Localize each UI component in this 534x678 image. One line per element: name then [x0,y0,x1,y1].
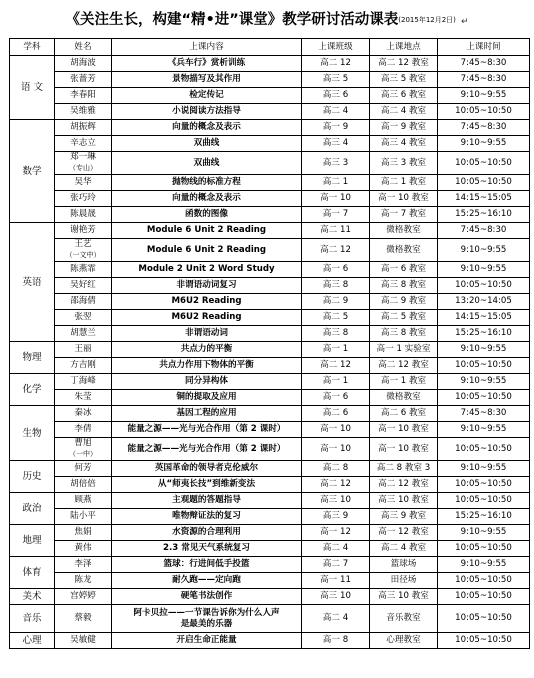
place-cell: 微格教室 [370,390,438,406]
place-cell: 高三 8 教室 [370,278,438,294]
subject-cell: 语 文 [10,56,55,120]
teacher-name-cell [55,525,112,541]
time-cell: 9:10~9:55 [438,557,530,573]
header-place: 上课地点 [370,39,438,56]
time-cell: 9:10~9:55 [438,525,530,541]
table-row [10,104,530,120]
time-cell: 10:05~10:50 [438,175,530,191]
teacher-name: 蔡毅 [74,613,92,623]
lesson-content-cell: 英国革命的领导者克伦威尔 [112,461,302,477]
subject-cell: 心理 [10,633,55,649]
subject-cell: 物理 [10,342,55,374]
lesson-content-cell: 同分异构体 [112,374,302,390]
teacher-name-cell [55,207,112,223]
teacher-name: 张蔷芳 [70,74,96,84]
teacher-name: 陆小平 [70,511,96,521]
teacher-name: 曹旭 [74,438,92,448]
teacher-name: 何芳 [74,463,92,473]
place-cell: 高二 1 教室 [370,175,438,191]
time-cell: 10:05~10:50 [438,605,530,633]
place-cell: 高一 6 教室 [370,262,438,278]
table-row [10,278,530,294]
teacher-name: 陈龙 [74,575,92,585]
place-cell: 高三 9 教室 [370,509,438,525]
teacher-name-cell [55,633,112,649]
teacher-name-cell [55,541,112,557]
class-cell: 高二 12 [302,358,370,374]
teacher-name: 宫婷婷 [70,591,96,601]
subject-cell: 英语 [10,223,55,342]
teacher-name-cell [55,557,112,573]
class-cell: 高二 12 [302,477,370,493]
teacher-name: 吴敏健 [70,635,96,645]
place-cell: 高二 12 教室 [370,358,438,374]
teacher-name-cell [55,573,112,589]
time-cell: 10:05~10:50 [438,390,530,406]
teacher-name-cell [55,374,112,390]
table-row [10,525,530,541]
teacher-name-cell [55,390,112,406]
teacher-name: 王艺 [74,239,92,249]
lesson-content-cell: 共点力作用下物体的平衡 [112,358,302,374]
class-cell: 高二 11 [302,223,370,239]
table-row [10,573,530,589]
teacher-name-cell [55,358,112,374]
class-cell: 高三 4 [302,136,370,152]
subject-cell: 地理 [10,525,55,557]
teacher-name: 张巧玲 [70,193,96,203]
lesson-content-cell: 非谓语动词 [112,326,302,342]
place-cell: 高三 8 教室 [370,326,438,342]
class-cell: 高二 12 [302,239,370,262]
class-cell: 高一 10 [302,191,370,207]
table-row [10,120,530,136]
teacher-name: 胡振辉 [70,122,96,132]
lesson-content-cell: 双曲线 [112,136,302,152]
place-cell: 高二 6 教室 [370,406,438,422]
title-text: 《关注生长，构建“精•进”课堂》教学研讨活动课表 [65,12,399,28]
table-row [10,136,530,152]
teacher-name-cell [55,278,112,294]
subject-cell: 体育 [10,557,55,589]
table-row [10,541,530,557]
teacher-name-cell [55,262,112,278]
time-cell: 15:25~16:10 [438,207,530,223]
time-cell: 10:05~10:50 [438,278,530,294]
table-row [10,374,530,390]
teacher-name-cell [55,509,112,525]
teacher-name: 吴维雅 [70,106,96,116]
lesson-content-cell: 铜的提取及应用 [112,390,302,406]
lesson-content-cell: 开启生命正能量 [112,633,302,649]
paragraph-mark-icon: ↵ [460,17,469,27]
teacher-name-cell [55,493,112,509]
table-row [10,477,530,493]
time-cell: 9:10~9:55 [438,262,530,278]
teacher-name: 胡慧兰 [70,328,96,338]
table-row [10,223,530,239]
class-cell: 高三 9 [302,509,370,525]
lesson-content-cell: 2.3 常见天气系统复习 [112,541,302,557]
teacher-name: 邵海倩 [70,296,96,306]
class-cell: 高二 4 [302,541,370,557]
teacher-name: 顾燕 [74,495,92,505]
class-cell: 高一 7 [302,207,370,223]
teacher-name: 郑一琳 [70,152,96,162]
table-row [10,493,530,509]
teacher-name: 陈燕霏 [70,264,96,274]
subject-cell: 生物 [10,406,55,461]
table-row [10,326,530,342]
lesson-content-cell: Module 6 Unit 2 Reading [112,239,302,262]
table-row [10,88,530,104]
teacher-name: 焦娟 [74,527,92,537]
lesson-content-cell: 抛物线的标准方程 [112,175,302,191]
class-cell: 高二 12 [302,56,370,72]
time-cell: 10:05~10:50 [438,573,530,589]
teacher-name-cell [55,461,112,477]
class-cell: 高一 1 [302,374,370,390]
place-cell: 高二 4 教室 [370,541,438,557]
class-cell: 高三 10 [302,493,370,509]
lesson-content-cell: 能量之源——光与光合作用（第 2 课时） [112,438,302,461]
time-cell: 7:45~8:30 [438,56,530,72]
lesson-content-cell [112,605,302,633]
table-row [10,207,530,223]
place-cell: 心理教室 [370,633,438,649]
class-cell: 高三 5 [302,72,370,88]
time-cell: 14:15~15:05 [438,310,530,326]
class-cell: 高一 9 [302,120,370,136]
table-row [10,56,530,72]
time-cell: 9:10~9:55 [438,136,530,152]
class-cell: 高二 5 [302,310,370,326]
class-cell: 高二 8 [302,461,370,477]
class-cell: 高一 6 [302,390,370,406]
teacher-name-cell [55,136,112,152]
table-row [10,589,530,605]
teacher-name: 李春阳 [70,90,96,100]
place-cell: 高二 8 教室 3 [370,461,438,477]
teacher-name: 吴华 [74,177,92,187]
teacher-name: 黄伟 [74,543,92,553]
place-cell: 高三 10 教室 [370,589,438,605]
lesson-content-cell: 能量之源——光与光合作用（第 2 课时） [112,422,302,438]
lesson-content-cell: 从“师夷长技”到维新变法 [112,477,302,493]
header-class: 上课班级 [302,39,370,56]
lesson-content-cell: 耐久跑——定向跑 [112,573,302,589]
lesson-content-cell: Module 6 Unit 2 Reading [112,223,302,239]
table-row [10,422,530,438]
table-row [10,438,530,461]
class-cell: 高三 3 [302,152,370,175]
teacher-name-cell [55,477,112,493]
place-cell: 高一 10 教室 [370,191,438,207]
teacher-name-cell [55,310,112,326]
time-cell: 7:45~8:30 [438,406,530,422]
teacher-school: （专山） [69,164,97,172]
schedule-table [9,38,530,649]
teacher-name-cell [55,294,112,310]
place-cell: 高一 1 教室 [370,374,438,390]
class-cell: 高二 4 [302,104,370,120]
table-row [10,461,530,477]
table-row [10,152,530,175]
time-cell: 13:20~14:05 [438,294,530,310]
teacher-name: 谢艳芳 [70,225,96,235]
place-cell: 篮球场 [370,557,438,573]
table-row [10,557,530,573]
header-row [10,39,530,56]
place-cell: 高三 10 教室 [370,493,438,509]
time-cell: 10:05~10:50 [438,438,530,461]
teacher-name: 吴好红 [70,280,96,290]
class-cell: 高一 8 [302,633,370,649]
time-cell: 15:25~16:10 [438,326,530,342]
place-cell: 高一 10 教室 [370,422,438,438]
lesson-content-cell: 向量的概念及表示 [112,191,302,207]
place-cell: 高二 5 教室 [370,310,438,326]
teacher-name-cell [55,88,112,104]
time-cell: 10:05~10:50 [438,541,530,557]
lesson-content-cell: 水资源的合理利用 [112,525,302,541]
teacher-name-cell [55,152,112,175]
teacher-name-cell [55,438,112,461]
table-row [10,358,530,374]
lesson-content-cell: 《兵车行》赏析训练 [112,56,302,72]
place-cell: 高三 5 教室 [370,72,438,88]
teacher-name-cell [55,342,112,358]
place-cell: 高一 1 实验室 [370,342,438,358]
lesson-content-line2: 是最美的乐器 [180,618,233,629]
teacher-name-cell [55,72,112,88]
class-cell: 高一 10 [302,422,370,438]
place-cell: 高二 4 教室 [370,104,438,120]
subject-cell: 音乐 [10,605,55,633]
table-row [10,342,530,358]
place-cell: 高二 12 教室 [370,477,438,493]
place-cell: 微格教室 [370,239,438,262]
time-cell: 9:10~9:55 [438,422,530,438]
teacher-name-cell [55,223,112,239]
lesson-content-cell: 双曲线 [112,152,302,175]
table-row [10,262,530,278]
class-cell: 高二 9 [302,294,370,310]
teacher-name-cell [55,104,112,120]
table-row [10,310,530,326]
header-name: 姓名 [55,39,112,56]
class-cell: 高一 6 [302,262,370,278]
time-cell: 10:05~10:50 [438,104,530,120]
table-row [10,191,530,207]
subject-cell: 化学 [10,374,55,406]
table-row [10,175,530,191]
time-cell: 10:05~10:50 [438,589,530,605]
place-cell: 高三 6 教室 [370,88,438,104]
teacher-name-cell [55,239,112,262]
table-row [10,72,530,88]
page-title [0,0,534,40]
lesson-content-cell: 函数的图像 [112,207,302,223]
class-cell: 高一 10 [302,438,370,461]
class-cell: 高三 8 [302,278,370,294]
subject-cell: 政治 [10,493,55,525]
place-cell: 高三 3 教室 [370,152,438,175]
lesson-content-cell: 共点力的平衡 [112,342,302,358]
table-row [10,390,530,406]
teacher-name: 李泽 [74,559,92,569]
class-cell: 高三 8 [302,326,370,342]
teacher-name-cell [55,175,112,191]
lesson-content-cell: 向量的概念及表示 [112,120,302,136]
place-cell: 高二 12 教室 [370,56,438,72]
teacher-name: 陈晨晟 [70,209,96,219]
lesson-content-cell: M6U2 Reading [112,294,302,310]
teacher-name-cell [55,406,112,422]
place-cell: 高二 9 教室 [370,294,438,310]
place-cell: 高一 7 教室 [370,207,438,223]
lesson-content-line1: 阿卡贝拉——一节课告诉你为什么人声 [133,607,280,618]
class-cell: 高二 1 [302,175,370,191]
time-cell: 9:10~9:55 [438,342,530,358]
place-cell: 田径场 [370,573,438,589]
teacher-name: 张翌 [74,312,92,322]
time-cell: 9:10~9:55 [438,461,530,477]
place-cell: 高三 4 教室 [370,136,438,152]
teacher-name-cell [55,422,112,438]
teacher-school: （一文中） [65,251,101,259]
time-cell: 10:05~10:50 [438,152,530,175]
table-row [10,633,530,649]
place-cell: 高一 10 教室 [370,438,438,461]
teacher-name-cell [55,56,112,72]
time-cell: 10:05~10:50 [438,633,530,649]
teacher-name: 李倩 [74,424,92,434]
lesson-content-cell: 基因工程的应用 [112,406,302,422]
time-cell: 9:10~9:55 [438,239,530,262]
teacher-name-cell [55,326,112,342]
teacher-name: 辛志立 [70,138,96,148]
time-cell: 7:45~8:30 [438,72,530,88]
lesson-content-cell: 检定传记 [112,88,302,104]
place-cell: 高一 12 教室 [370,525,438,541]
header-time: 上课时间 [438,39,530,56]
table-row [10,406,530,422]
time-cell: 9:10~9:55 [438,374,530,390]
time-cell: 15:25~16:10 [438,509,530,525]
teacher-name-cell [55,120,112,136]
subject-cell: 历史 [10,461,55,493]
subject-cell: 美术 [10,589,55,605]
class-cell: 高一 11 [302,573,370,589]
teacher-name: 方吉刚 [70,360,96,370]
place-cell: 音乐教室 [370,605,438,633]
teacher-name: 秦冰 [74,408,92,418]
table-row [10,239,530,262]
time-cell: 10:05~10:50 [438,477,530,493]
class-cell: 高一 12 [302,525,370,541]
lesson-content-cell: Module 2 Unit 2 Word Study [112,262,302,278]
lesson-content-cell: 硬笔书法创作 [112,589,302,605]
teacher-name: 丁海峰 [70,376,96,386]
table-row [10,294,530,310]
teacher-name: 朱莹 [74,392,92,402]
class-cell: 高一 1 [302,342,370,358]
table-row [10,605,530,633]
time-cell: 14:15~15:05 [438,191,530,207]
teacher-name-cell [55,605,112,633]
lesson-content-cell: 篮球：行进间低手投篮 [112,557,302,573]
lesson-content-cell: 非谓语动词复习 [112,278,302,294]
header-content: 上课内容 [112,39,302,56]
class-cell: 高二 4 [302,605,370,633]
place-cell: 高一 9 教室 [370,120,438,136]
time-cell: 9:10~9:55 [438,88,530,104]
teacher-name: 胡海波 [70,58,96,68]
lesson-content-cell: 景物描写及其作用 [112,72,302,88]
class-cell: 高三 10 [302,589,370,605]
lesson-content-cell: 小说阅读方法指导 [112,104,302,120]
subject-cell: 数学 [10,120,55,223]
time-cell: 7:45~8:30 [438,120,530,136]
class-cell: 高三 6 [302,88,370,104]
lesson-content-cell: 主观题的答题指导 [112,493,302,509]
teacher-name-cell [55,589,112,605]
class-cell: 高二 7 [302,557,370,573]
time-cell: 7:45~8:30 [438,223,530,239]
lesson-content-cell: M6U2 Reading [112,310,302,326]
table-row [10,509,530,525]
time-cell: 10:05~10:50 [438,493,530,509]
title-date: (2015年12月2日) [398,16,456,24]
place-cell: 微格教室 [370,223,438,239]
lesson-content-cell: 唯物辩证法的复习 [112,509,302,525]
header-subject: 学科 [10,39,55,56]
teacher-name: 胡倍倍 [70,479,96,489]
teacher-school: （一中） [69,450,97,458]
class-cell: 高二 6 [302,406,370,422]
time-cell: 10:05~10:50 [438,358,530,374]
teacher-name-cell [55,191,112,207]
teacher-name: 王丽 [74,344,92,354]
